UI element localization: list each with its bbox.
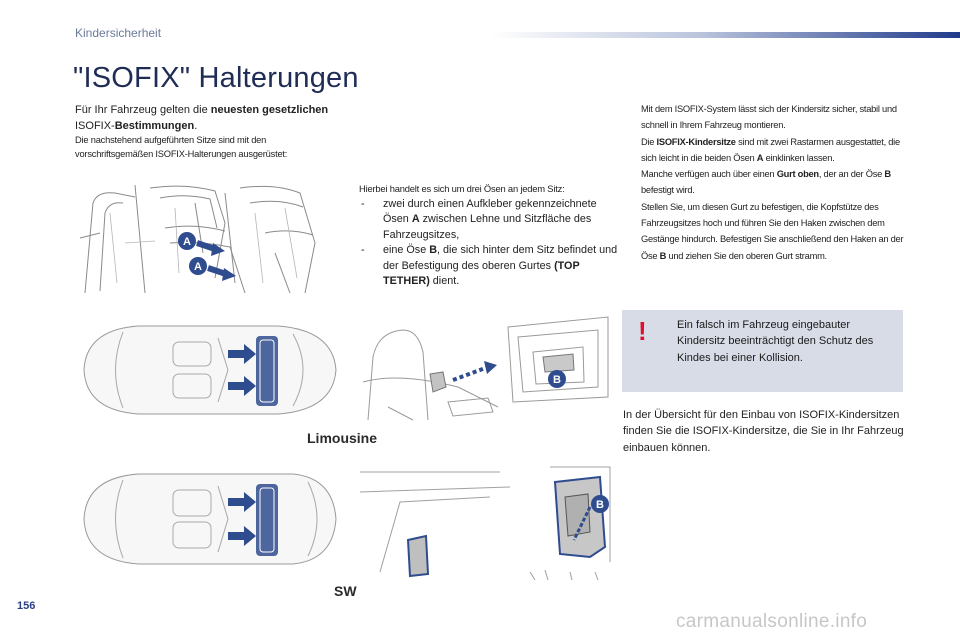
explanation-paragraph: Mit dem ISOFIX-System lässt sich der Kindersitz sicher, stabil und schnell in Ihrem Fahrzeug montieren. — [641, 104, 897, 131]
sw-topview-illustration — [78, 466, 340, 572]
page-title: "ISOFIX" Halterungen — [73, 62, 359, 94]
page-number: 156 — [17, 600, 36, 612]
isofix-explanation — [641, 101, 911, 264]
explanation-paragraph: Stellen Sie, um diesen Gurt zu befestigen, die Kopfstütze des Fahrzeugsitzes hoch und führen Sie den Haken zwischen dem Gestänge hindurch. Befestigen Sie anschließend den Haken an der Öse B und ziehen Sie den oberen Gurt stramm. — [641, 201, 904, 261]
intro-paragraph-1: Für Ihr Fahrzeug gelten die neuesten gesetzlichen ISOFIX-Bestimmungen. — [75, 104, 329, 132]
anchor-points-list — [359, 181, 624, 290]
warning-icon: ! — [638, 316, 647, 346]
seat-anchor-a-illustration — [75, 183, 325, 298]
caption-limousine: Limousine — [307, 430, 378, 446]
warning-text: Ein falsch im Fahrzeug eingebauter Kindersitz beeinträchtigt den Schutz des Kindes bei einer Kollision. — [677, 319, 874, 364]
anchor-label-b: B — [596, 499, 604, 511]
intro-text — [75, 102, 345, 161]
anchor-label-a: A — [194, 261, 202, 273]
sw-anchor-b-illustration — [360, 462, 615, 580]
section-title: Kindersicherheit — [75, 26, 162, 40]
overview-note: In der Übersicht für den Einbau von ISOFIX-Kindersitzen finden Sie die ISOFIX-Kindersitze, die Sie in Ihr Fahrzeug einbauen können. — [623, 409, 904, 454]
list-item: - zwei durch einen Aufkleber gekennzeichnete Ösen A zwischen Lehne und Sitzfläche des Fahrzeugsitzes, — [361, 197, 597, 241]
watermark: carmanualsonline.info — [676, 611, 868, 632]
intro-paragraph-2: Die nachstehend aufgeführten Sitze sind mit den vorschriftsgemäßen ISOFIX-Halterungen ausgerüstet: — [75, 135, 288, 159]
explanation-paragraph: Manche verfügen auch über einen Gurt oben, der an der Öse B befestigt wird. — [641, 169, 891, 196]
limousine-topview-illustration — [78, 320, 340, 420]
list-lead: Hierbei handelt es sich um drei Ösen an jedem Sitz: — [359, 183, 565, 194]
explanation-paragraph: Die ISOFIX-Kindersitze sind mit zwei Rastarmen ausgestattet, die sich leicht in die beiden Ösen A einklinken lassen. — [641, 136, 900, 163]
header-bar — [492, 32, 960, 38]
warning-box — [622, 310, 903, 392]
list-item: - eine Öse B, die sich hinter dem Sitz befindet und der Befestigung des oberen Gurtes (TOP TETHER) dient. — [361, 244, 618, 287]
anchor-label-b: B — [553, 374, 561, 386]
anchor-label-a: A — [183, 236, 191, 248]
headrest-anchor-b-illustration — [358, 312, 613, 422]
caption-sw: SW — [334, 583, 357, 599]
